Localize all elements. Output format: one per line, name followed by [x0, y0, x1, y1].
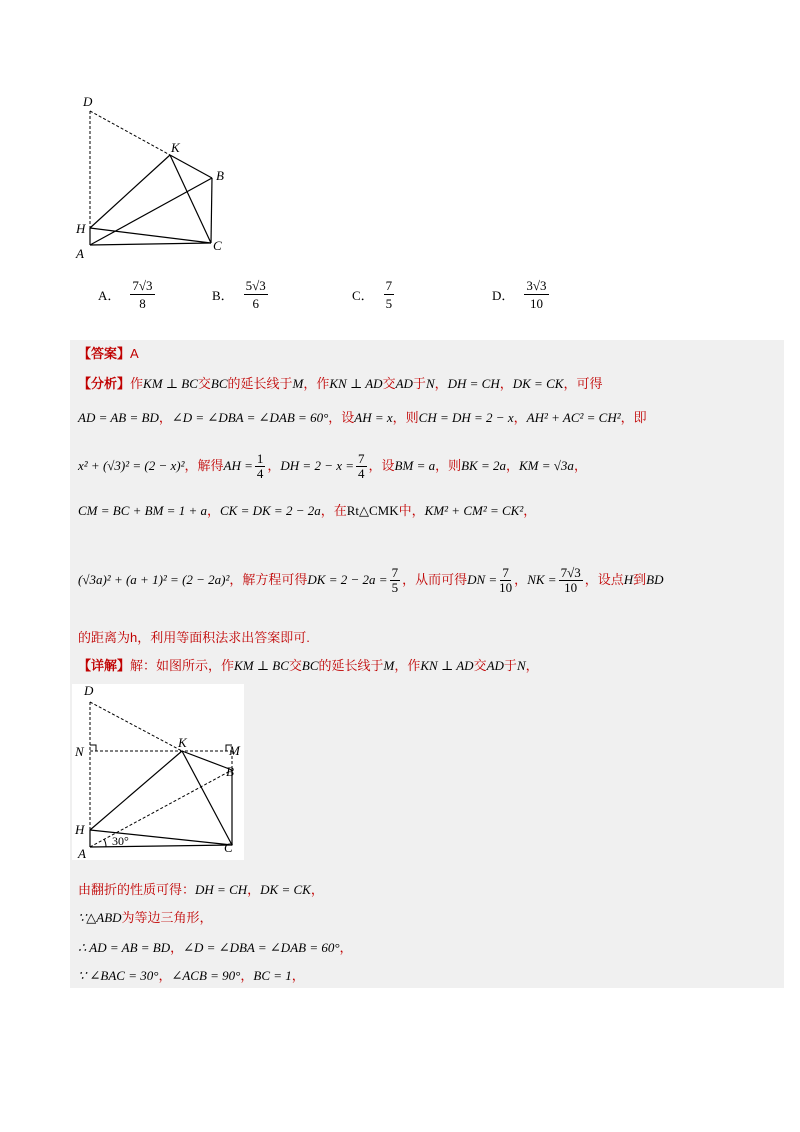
label-H-2: H — [75, 822, 85, 837]
option-b[interactable] — [212, 278, 268, 311]
geometry-figure-1 — [70, 88, 240, 268]
segment-KB-2 — [182, 751, 232, 770]
segment-KC — [170, 155, 211, 243]
label-A: A — [76, 246, 84, 261]
label-A-2: A — [78, 846, 86, 860]
option-b-fraction: $\frac{5√3}{6}$ — [245, 278, 266, 311]
segment-KC-2 — [182, 751, 232, 845]
option-a-letter: A． — [98, 288, 121, 303]
segment-KB — [170, 155, 212, 178]
segment-HK-2 — [90, 751, 182, 830]
fraction-1-4: $\frac{1}{4}$ — [256, 451, 264, 481]
label-K-2: K — [178, 735, 187, 750]
analysis-line-3: x² + (√3)² = (2 − x)²，解得AH = $\frac{1}{4}$ ，DH = 2 − x = $\frac{7}{4}$ ，设BM = a，则BK = 2a，KM = √3a， — [78, 451, 587, 481]
angle-label-30: 30° — [112, 834, 129, 848]
fraction-7-4: $\frac{7}{4}$ — [358, 451, 365, 481]
analysis-line-1: 【分析】作KM ⊥ BC交BC的延长线于M，作KN ⊥ AD交AD于N，DH = CH，DK = CK，可得 — [78, 376, 603, 391]
detail-line-5: ∵ ∠BAC = 30°，∠ACB = 90°，BC = 1， — [78, 968, 305, 983]
analysis-line-6: 的距离为h，利用等面积法求出答案即可. — [78, 630, 310, 645]
label-B: B — [216, 168, 224, 183]
detail-line-1: 【详解】解：如图所示，作KM ⊥ BC交BC的延长线于M，作KN ⊥ AD交AD于N， — [78, 658, 539, 673]
detail-line-2: 由翻折的性质可得：DH = CH，DK = CK， — [78, 882, 324, 897]
fraction-7-5: $\frac{7}{5}$ — [391, 565, 399, 595]
fraction-7root3-10: $\frac{7√3}{10}$ — [560, 565, 581, 595]
right-angle-N — [90, 745, 96, 751]
segment-AC — [90, 243, 211, 245]
detail-line-3: ∵△ABD为等边三角形， — [78, 910, 213, 925]
segment-HK — [90, 155, 170, 228]
option-c[interactable] — [352, 278, 394, 311]
option-d[interactable] — [492, 278, 549, 311]
geometry-figure-2 — [72, 684, 244, 860]
option-d-fraction: $\frac{3√3}{10}$ — [526, 278, 547, 311]
label-D-2: D — [84, 684, 94, 698]
option-c-letter: C． — [352, 288, 374, 303]
answer-value: A — [130, 346, 139, 361]
label-M: M — [229, 743, 240, 758]
fraction-7-10: $\frac{7}{10}$ — [499, 565, 513, 595]
option-b-letter: B． — [212, 288, 234, 303]
option-c-fraction: $\frac{7}{5}$ — [385, 278, 393, 311]
option-a-fraction: $\frac{7√3}{8}$ — [132, 278, 153, 311]
analysis-line-4: CM = BC + BM = 1 + a，CK = DK = 2 − 2a，在Rt△CMK中，KM² + CM² = CK²， — [78, 503, 537, 518]
label-C: C — [213, 238, 222, 253]
option-d-letter: D． — [492, 288, 515, 303]
label-H: H — [76, 221, 86, 236]
label-C-2: C — [224, 840, 233, 855]
label-N: N — [75, 744, 84, 759]
segment-DK — [90, 111, 170, 155]
label-K: K — [171, 140, 180, 155]
label-D: D — [83, 94, 93, 109]
answer-tag: 【答案】 — [78, 346, 131, 361]
analysis-line-2: AD = AB = BD，∠D = ∠DBA = ∠DAB = 60°，设AH = x，则CH = DH = 2 − x，AH² + AC² = CH²，即 — [78, 410, 647, 425]
analysis-line-5: (√3a)² + (a + 1)² = (2 − 2a)²，解方程可得DK = 2 − 2a = $\frac{7}{5}$ ，从而可得DN = $\frac{7}{10}$ ，NK = $\frac{7√3}{10}$ ，设点H到BD — [78, 565, 664, 595]
answer-line — [78, 346, 139, 362]
segment-CB — [211, 178, 212, 243]
segment-DK-2 — [90, 702, 182, 751]
option-a[interactable] — [98, 278, 155, 311]
label-B-2: B — [226, 764, 234, 779]
answer-options — [0, 278, 800, 318]
detail-line-4: ∴ AD = AB = BD，∠D = ∠DBA = ∠DAB = 60°， — [78, 940, 353, 955]
angle-arc-A — [104, 839, 106, 847]
